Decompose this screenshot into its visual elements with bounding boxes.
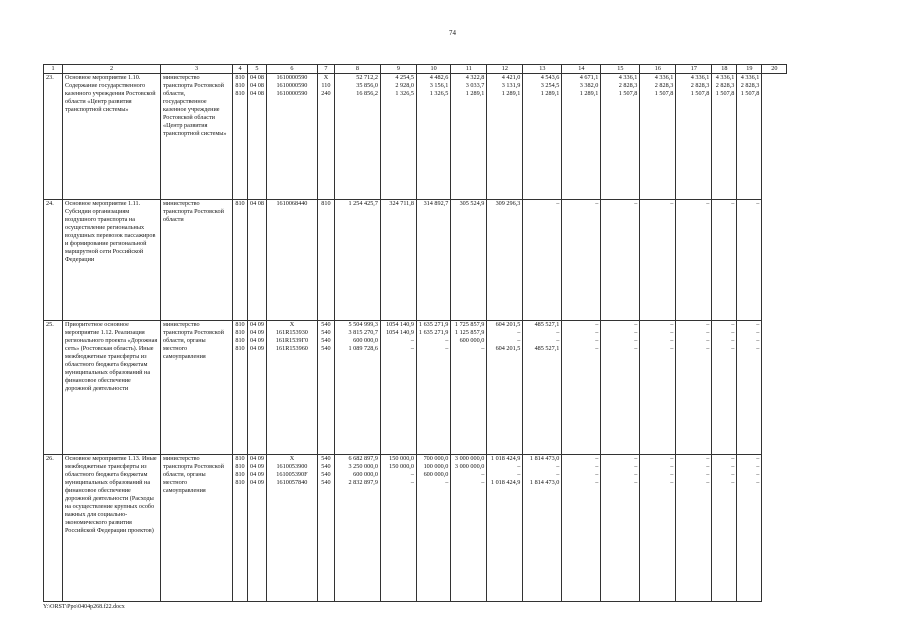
column-number: 7 [317, 65, 334, 74]
cell-value: – [756, 479, 760, 486]
cell-value: 600 000,0 [353, 471, 378, 478]
cell-value: 1 089 728,6 [348, 345, 378, 352]
cell-value: X [323, 74, 329, 81]
amount-cell [601, 200, 640, 321]
cell-value: 1054 140,9 [386, 329, 414, 336]
cell-value: 540 [321, 337, 331, 344]
amount-cell [562, 74, 601, 200]
cell-value: – [756, 329, 760, 336]
amount-cell [416, 74, 450, 200]
cell-value: – [670, 479, 674, 486]
amount-cell [676, 74, 712, 200]
cell-value: 1610068440 [276, 200, 308, 207]
cell-value: 810 [235, 479, 245, 486]
cell-value: – [756, 345, 760, 352]
column-number: 13 [523, 65, 562, 74]
column-number: 4 [233, 65, 248, 74]
cell-value: 810 [235, 337, 245, 344]
executor: министерство транспорта Ростовской области, государственное казенное учреждение Ростовской области «Центр развития транспортной системы» [161, 74, 233, 200]
cell-value: – [595, 329, 599, 336]
column-number: 6 [266, 65, 317, 74]
cell-value: – [670, 329, 674, 336]
cell-value: – [595, 337, 599, 344]
amount-cell [380, 455, 416, 602]
cell-value: 540 [321, 479, 331, 486]
amount-cell [487, 321, 523, 455]
cell-value: – [595, 200, 599, 207]
amount-cell [334, 200, 380, 321]
amount-cell [712, 74, 737, 200]
amount-cell [562, 200, 601, 321]
cell-value: – [634, 329, 638, 336]
cell-value: 600 000,0 [423, 471, 449, 478]
cell-value: 540 [321, 345, 331, 352]
cell-value: – [410, 479, 414, 486]
budget-code-cell [317, 74, 334, 200]
budget-code-cell [266, 455, 317, 602]
cell-value: – [481, 345, 485, 352]
cell-value: 1 507,8 [618, 90, 638, 97]
cell-value: 1 507,8 [690, 90, 710, 97]
budget-code-cell [233, 321, 248, 455]
cell-value: – [670, 200, 674, 207]
cell-value: – [706, 455, 710, 462]
amount-cell [640, 321, 676, 455]
cell-value: 810 [235, 455, 245, 462]
cell-value: – [445, 337, 449, 344]
cell-value: 04 08 [250, 90, 264, 97]
cell-value: 309 296,3 [495, 200, 521, 207]
cell-value: 810 [235, 329, 245, 336]
cell-value: – [634, 337, 638, 344]
cell-value: – [756, 321, 760, 328]
activity-name: Приоритетное основное мероприятие 1.12. Реализация регионального проекта «Дорожная сеть» (Ростовская область). Иные межбюджетные трансферты из областного бюджета бюджетам муниципальных образований на финансовое обеспечение дорожной деятельности [63, 321, 161, 455]
cell-value: 161R1539Г0 [275, 337, 309, 344]
column-number: 12 [487, 65, 523, 74]
row-number: 23. [44, 74, 63, 200]
cell-value: 110 [321, 82, 331, 89]
cell-value: 161R153930 [275, 329, 308, 336]
budget-code-cell [266, 321, 317, 455]
cell-value: 540 [321, 455, 331, 462]
cell-value: – [445, 345, 449, 352]
cell-value: – [556, 329, 560, 336]
amount-cell [416, 455, 450, 602]
cell-value: 04 09 [250, 337, 264, 344]
table-row [44, 200, 787, 321]
cell-value: – [595, 471, 599, 478]
cell-value: 4 336,1 [715, 74, 735, 81]
cell-value: 1 125 857,9 [454, 329, 485, 336]
cell-value: 52 712,2 [356, 74, 378, 81]
activity-name: Основное мероприятие 1.13. Иные межбюджетные трансферты из областного бюджета бюджетам муниципальных образований на финансовое обеспечение дорожной деятельности (Расходы на осуществление крупных особо важных для социально-экономического развития Российской Федерации проектов) [63, 455, 161, 602]
amount-cell [451, 200, 487, 321]
cell-value: – [706, 463, 710, 470]
cell-value: 161R153960 [275, 345, 308, 352]
cell-value: – [517, 329, 521, 336]
cell-value: 2 828,3 [654, 82, 674, 89]
column-number: 20 [762, 65, 787, 74]
cell-value: 810 [235, 90, 245, 97]
amount-cell [451, 74, 487, 200]
cell-value: – [595, 463, 599, 470]
cell-value: 1 289,1 [465, 90, 485, 97]
cell-value: 4 543,6 [540, 74, 560, 81]
cell-value: – [556, 471, 560, 478]
cell-value: 4 336,1 [740, 74, 760, 81]
cell-value: 324 711,8 [389, 200, 414, 207]
amount-cell [712, 200, 737, 321]
cell-value: – [670, 337, 674, 344]
column-number: 15 [601, 65, 640, 74]
cell-value: 485 527,1 [534, 345, 560, 352]
amount-cell [737, 321, 762, 455]
cell-value: 04 09 [250, 479, 264, 486]
budget-code-cell [233, 74, 248, 200]
cell-value: – [595, 479, 599, 486]
cell-value: 150 000,0 [389, 455, 414, 462]
cell-value: 4 336,1 [690, 74, 710, 81]
cell-value: 2 828,3 [740, 82, 760, 89]
amount-cell [601, 455, 640, 602]
cell-value: 2 828,3 [618, 82, 638, 89]
cell-value: 810 [235, 200, 245, 207]
cell-value: 2 828,3 [715, 82, 735, 89]
cell-value: 1 326,5 [395, 90, 414, 97]
budget-code-cell [248, 455, 267, 602]
cell-value: – [634, 345, 638, 352]
column-number: 3 [161, 65, 233, 74]
cell-value: – [756, 200, 760, 207]
cell-value: 604 201,5 [495, 345, 521, 352]
cell-value: 4 421,0 [501, 74, 521, 81]
amount-cell [601, 74, 640, 200]
amount-cell [334, 455, 380, 602]
row-number: 25. [44, 321, 63, 455]
cell-value: 04 08 [250, 74, 264, 81]
cell-value: 1 507,8 [715, 90, 735, 97]
cell-value: 4 322,8 [465, 74, 485, 81]
cell-value: 150 000,0 [389, 463, 414, 470]
cell-value: 16 856,2 [356, 90, 378, 97]
budget-code-cell [233, 200, 248, 321]
cell-value: 5 504 999,3 [348, 321, 378, 328]
cell-value: – [706, 471, 710, 478]
amount-cell [487, 455, 523, 602]
cell-value: 1 725 857,9 [454, 321, 485, 328]
column-number: 18 [712, 65, 737, 74]
cell-value: 1 289,1 [501, 90, 521, 97]
cell-value: – [634, 455, 638, 462]
cell-value: 1 507,8 [740, 90, 760, 97]
cell-value: 35 856,0 [356, 82, 378, 89]
table-row [44, 321, 787, 455]
cell-value: – [410, 337, 414, 344]
cell-value: 1 635 271,9 [418, 321, 449, 328]
column-number: 11 [451, 65, 487, 74]
amount-cell [523, 200, 562, 321]
table-row [44, 455, 787, 602]
cell-value: 314 892,7 [423, 200, 449, 207]
cell-value: – [670, 455, 674, 462]
cell-value: 3 131,9 [501, 82, 521, 89]
cell-value: 4 671,1 [579, 74, 599, 81]
cell-value: 540 [321, 471, 331, 478]
amount-cell [523, 74, 562, 200]
cell-value: 700 000,0 [423, 455, 449, 462]
cell-value: 4 336,1 [654, 74, 674, 81]
cell-value: – [517, 463, 521, 470]
cell-value: – [670, 321, 674, 328]
cell-value: – [517, 337, 521, 344]
amount-cell [334, 74, 380, 200]
cell-value: 810 [235, 463, 245, 470]
cell-value: – [731, 471, 735, 478]
cell-value: – [410, 471, 414, 478]
cell-value: 04 09 [250, 463, 264, 470]
amount-cell [640, 200, 676, 321]
header-row [44, 65, 787, 74]
cell-value: 1 507,8 [654, 90, 674, 97]
cell-value: X [289, 321, 295, 328]
amount-cell [601, 321, 640, 455]
cell-value: – [595, 455, 599, 462]
cell-value: – [731, 345, 735, 352]
cell-value: – [731, 329, 735, 336]
cell-value: 161005390F [276, 471, 308, 478]
budget-code-cell [317, 321, 334, 455]
budget-code-cell [248, 321, 267, 455]
column-number: 10 [416, 65, 450, 74]
row-number: 26. [44, 455, 63, 602]
cell-value: – [706, 329, 710, 336]
cell-value: 1 018 424,9 [490, 479, 521, 486]
cell-value: 1054 140,9 [386, 321, 414, 328]
cell-value: 3 382,0 [579, 82, 599, 89]
cell-value: – [731, 455, 735, 462]
amount-cell [380, 74, 416, 200]
amount-cell [676, 455, 712, 602]
cell-value: 3 815 270,7 [348, 329, 378, 336]
cell-value: X [289, 455, 295, 462]
cell-value: – [756, 463, 760, 470]
cell-value: – [670, 345, 674, 352]
cell-value: – [706, 200, 710, 207]
cell-value: 1610000590 [276, 74, 308, 81]
cell-value: – [731, 463, 735, 470]
cell-value: – [756, 471, 760, 478]
budget-table [43, 64, 787, 602]
amount-cell [451, 455, 487, 602]
cell-value: – [481, 471, 485, 478]
cell-value: 540 [321, 463, 331, 470]
column-number: 16 [640, 65, 676, 74]
amount-cell [737, 455, 762, 602]
activity-name: Основное мероприятие 1.11. Субсидии организациям воздушного транспорта на осуществление региональных воздушных перевозок пассажиров и формирование региональной маршрутной сети Российской Федерации [63, 200, 161, 321]
table-row [44, 74, 787, 200]
cell-value: – [410, 345, 414, 352]
column-number: 2 [63, 65, 161, 74]
amount-cell [712, 455, 737, 602]
amount-cell [640, 74, 676, 200]
cell-value: – [634, 479, 638, 486]
cell-value: 2 928,0 [395, 82, 414, 89]
cell-value: 100 000,0 [423, 463, 449, 470]
cell-value: – [731, 337, 735, 344]
cell-value: 3 033,7 [465, 82, 485, 89]
cell-value: 3 000 000,0 [454, 455, 485, 462]
cell-value: – [706, 321, 710, 328]
amount-cell [523, 455, 562, 602]
cell-value: 04 09 [250, 345, 264, 352]
cell-value: – [731, 321, 735, 328]
cell-value: – [481, 479, 485, 486]
cell-value: 810 [235, 471, 245, 478]
cell-value: 1610053900 [276, 463, 308, 470]
cell-value: 2 832 897,9 [348, 479, 378, 486]
amount-cell [737, 74, 762, 200]
amount-cell [676, 321, 712, 455]
cell-value: – [706, 337, 710, 344]
budget-code-cell [266, 74, 317, 200]
cell-value: 810 [321, 200, 331, 207]
cell-value: – [634, 321, 638, 328]
cell-value: 604 201,5 [495, 321, 521, 328]
executor: министерство транспорта Ростовской области, органы местного самоуправления [161, 455, 233, 602]
cell-value: 4 336,1 [618, 74, 638, 81]
cell-value: – [595, 321, 599, 328]
cell-value: 4 254,5 [395, 74, 414, 81]
amount-cell [562, 455, 601, 602]
cell-value: 1610000590 [276, 82, 308, 89]
amount-cell [416, 321, 450, 455]
budget-code-cell [248, 200, 267, 321]
cell-value: 600 000,0 [459, 337, 485, 344]
cell-value: 240 [321, 90, 331, 97]
cell-value: 1 814 473,0 [529, 479, 560, 486]
cell-value: 04 08 [250, 82, 264, 89]
cell-value: 4 482,6 [429, 74, 449, 81]
amount-cell [451, 321, 487, 455]
cell-value: 04 09 [250, 455, 264, 462]
amount-cell [737, 200, 762, 321]
cell-value: – [634, 463, 638, 470]
cell-value: – [706, 479, 710, 486]
cell-value: – [670, 471, 674, 478]
cell-value: 1 289,1 [579, 90, 599, 97]
cell-value: – [445, 479, 449, 486]
page-number: 74 [449, 29, 456, 37]
cell-value: 04 09 [250, 321, 264, 328]
budget-code-cell [266, 200, 317, 321]
cell-value: 810 [235, 321, 245, 328]
cell-value: – [556, 337, 560, 344]
cell-value: – [670, 463, 674, 470]
column-number: 9 [380, 65, 416, 74]
cell-value: 540 [321, 321, 331, 328]
column-number: 17 [676, 65, 712, 74]
column-number: 1 [44, 65, 63, 74]
amount-cell [380, 321, 416, 455]
amount-cell [640, 455, 676, 602]
cell-value: – [517, 471, 521, 478]
amount-cell [712, 321, 737, 455]
amount-cell [562, 321, 601, 455]
cell-value: 3 156,1 [429, 82, 449, 89]
row-number: 24. [44, 200, 63, 321]
cell-value: 600 000,0 [353, 337, 378, 344]
amount-cell [334, 321, 380, 455]
cell-value: 6 682 897,9 [348, 455, 378, 462]
budget-code-cell [248, 74, 267, 200]
budget-code-cell [233, 455, 248, 602]
cell-value: 810 [235, 74, 245, 81]
cell-value: 3 254,5 [540, 82, 560, 89]
cell-value: 04 09 [250, 329, 264, 336]
executor: министерство транспорта Ростовской области [161, 200, 233, 321]
cell-value: 540 [321, 329, 331, 336]
cell-value: 305 524,9 [459, 200, 485, 207]
column-number: 5 [248, 65, 267, 74]
cell-value: 3 000 000,0 [454, 463, 485, 470]
column-number: 8 [334, 65, 380, 74]
cell-value: 810 [235, 345, 245, 352]
cell-value: – [634, 200, 638, 207]
cell-value: – [634, 471, 638, 478]
cell-value: – [756, 455, 760, 462]
executor: министерство транспорта Ростовской области, органы местного самоуправления [161, 321, 233, 455]
amount-cell [487, 74, 523, 200]
amount-cell [523, 321, 562, 455]
cell-value: 04 08 [250, 200, 264, 207]
cell-value: 1 289,1 [540, 90, 560, 97]
cell-value: 1610000590 [276, 90, 308, 97]
cell-value: 1 814 473,0 [529, 455, 560, 462]
column-number: 14 [562, 65, 601, 74]
budget-code-cell [317, 455, 334, 602]
cell-value: – [556, 200, 560, 207]
cell-value: 1 254 425,7 [348, 200, 378, 207]
cell-value: – [756, 337, 760, 344]
budget-code-cell [317, 200, 334, 321]
cell-value: 810 [235, 82, 245, 89]
amount-cell [416, 200, 450, 321]
cell-value: 04 09 [250, 471, 264, 478]
file-path-footer: Y:\ORST\Ppo\0404p268.f22.docx [43, 604, 125, 610]
cell-value: – [706, 345, 710, 352]
column-number: 19 [737, 65, 762, 74]
cell-value: – [731, 200, 735, 207]
cell-value: – [556, 463, 560, 470]
cell-value: 3 250 000,0 [348, 463, 378, 470]
cell-value: 2 828,3 [690, 82, 710, 89]
amount-cell [380, 200, 416, 321]
amount-cell [676, 200, 712, 321]
cell-value: 1 018 424,9 [490, 455, 521, 462]
cell-value: 1 326,5 [429, 90, 449, 97]
cell-value: 1610057840 [276, 479, 308, 486]
cell-value: – [731, 479, 735, 486]
cell-value: 485 527,1 [534, 321, 560, 328]
activity-name: Основное мероприятие 1.10. Содержание государственного казенного учреждения Ростовской области «Центр развития транспортной системы» [63, 74, 161, 200]
amount-cell [487, 200, 523, 321]
cell-value: 1 635 271,9 [418, 329, 449, 336]
cell-value: – [595, 345, 599, 352]
